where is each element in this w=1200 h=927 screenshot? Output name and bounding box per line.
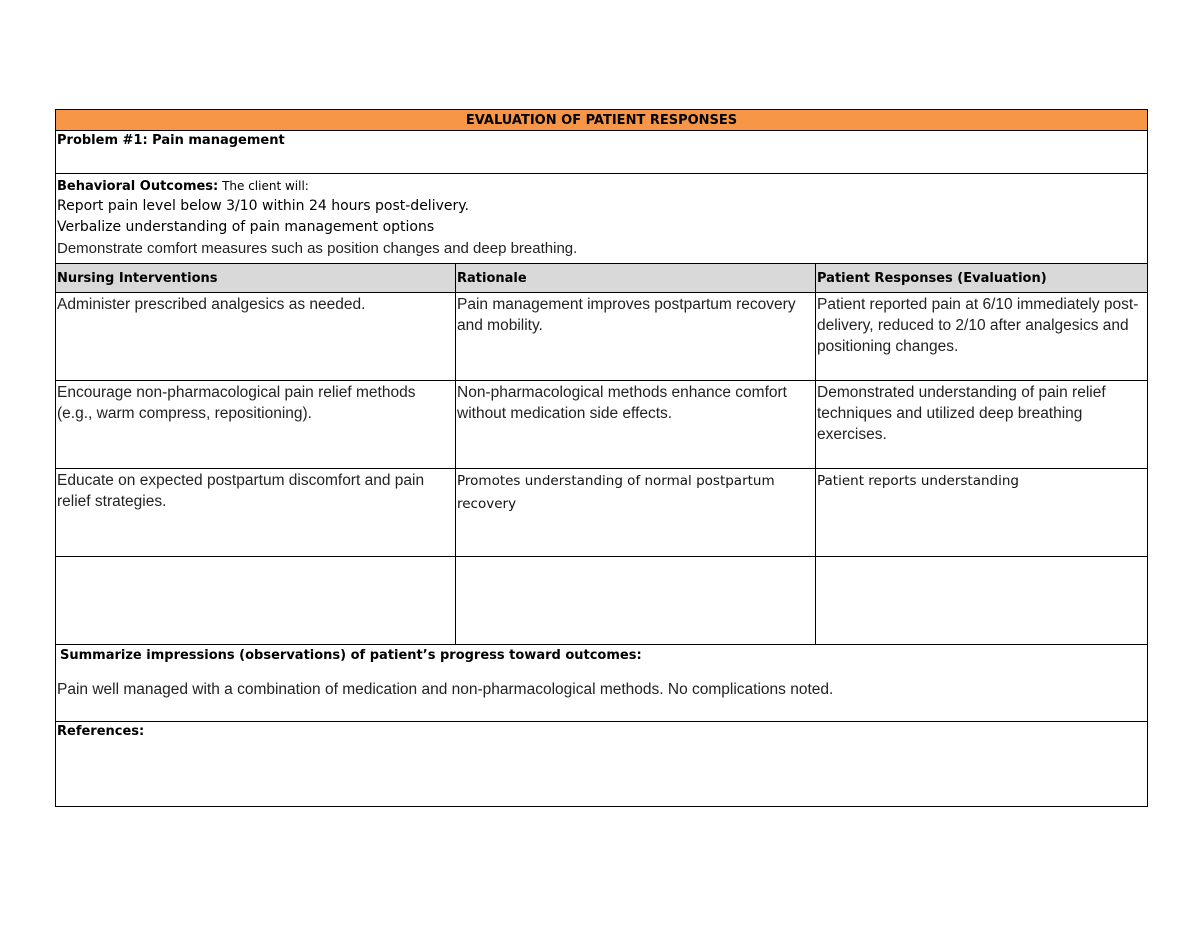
references-label: References:: [57, 724, 145, 739]
table-cell-intervention: Administer prescribed analgesics as needed.: [56, 293, 456, 381]
summary-label: Summarize impressions (observations) of patient’s progress toward outcomes:: [60, 648, 642, 663]
outcome-item: Report pain level below 3/10 within 24 hours post-delivery.: [57, 198, 469, 214]
column-header-patient-responses: Patient Responses (Evaluation): [816, 264, 1147, 293]
outcome-item: Demonstrate comfort measures such as position changes and deep breathing.: [57, 240, 578, 257]
problem-label: Problem #1: Pain management: [56, 131, 1147, 174]
interventions-table: [56, 264, 1147, 645]
table-cell-rationale: Non-pharmacological methods enhance comfort without medication side effects.: [456, 381, 816, 469]
column-header-rationale: Rationale: [456, 264, 816, 293]
table-cell-rationale: Promotes understanding of normal postpartum recovery: [456, 469, 816, 557]
table-cell-rationale: [456, 557, 816, 645]
behavioral-outcomes-label: Behavioral Outcomes:: [57, 179, 219, 194]
table-cell-intervention: Encourage non-pharmacological pain relief methods (e.g., warm compress, repositioning).: [56, 381, 456, 469]
behavioral-outcomes: [56, 174, 1147, 264]
table-cell-response: Demonstrated understanding of pain relief techniques and utilized deep breathing exercises.: [816, 381, 1147, 469]
column-header-nursing-interventions: Nursing Interventions: [56, 264, 456, 293]
evaluation-form: [55, 109, 1148, 807]
table-cell-response: Patient reported pain at 6/10 immediately post-delivery, reduced to 2/10 after analgesics and positioning changes.: [816, 293, 1147, 381]
form-title: EVALUATION OF PATIENT RESPONSES: [56, 110, 1147, 131]
outcome-item: Verbalize understanding of pain management options: [57, 219, 435, 235]
summary-section: [56, 645, 1147, 722]
summary-text: Pain well managed with a combination of medication and non-pharmacological methods. No complications noted.: [57, 681, 834, 698]
table-cell-response: Patient reports understanding: [816, 469, 1147, 557]
behavioral-outcomes-intro: The client will:: [218, 179, 309, 193]
table-cell-rationale: Pain management improves postpartum recovery and mobility.: [456, 293, 816, 381]
table-cell-intervention: [56, 557, 456, 645]
table-cell-intervention: Educate on expected postpartum discomfort and pain relief strategies.: [56, 469, 456, 557]
table-cell-response: [816, 557, 1147, 645]
